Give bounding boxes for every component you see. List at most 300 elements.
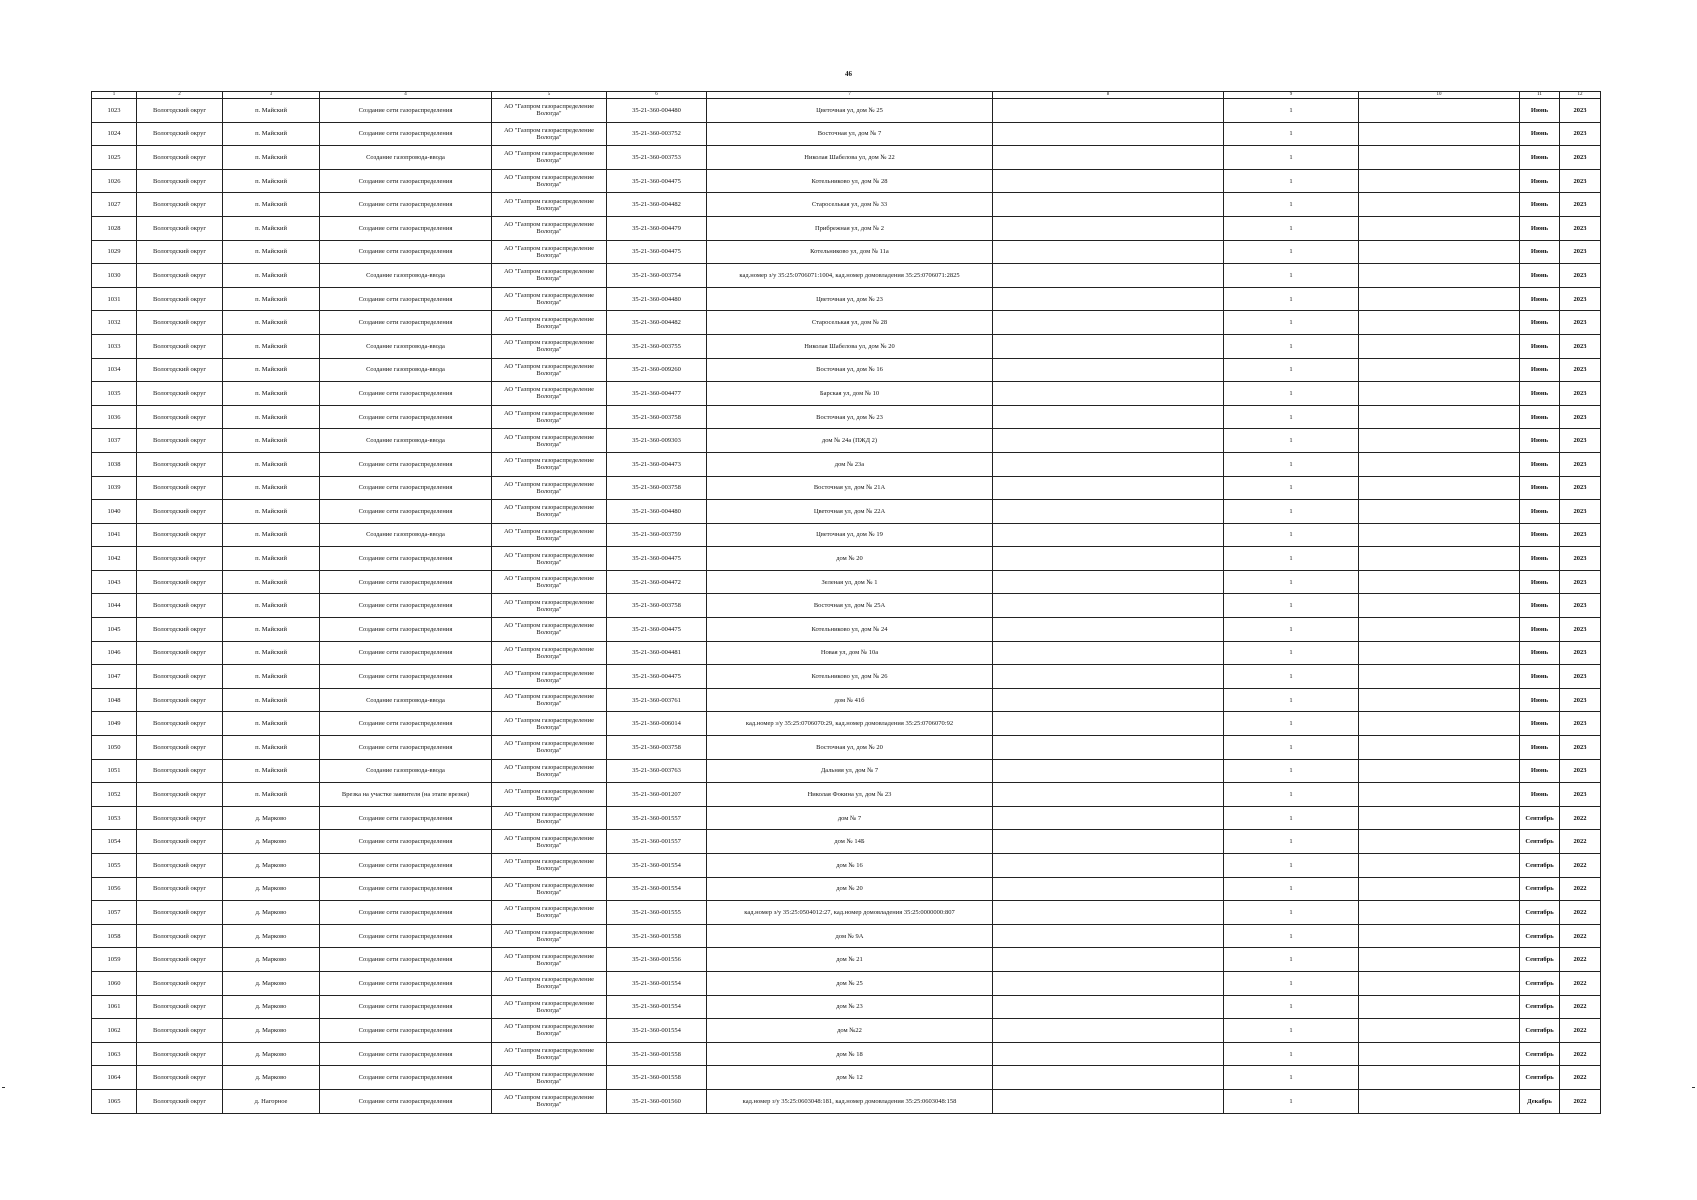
contract-number-cell: 35-21-360-004475	[607, 618, 707, 642]
address-cell: дом № 7	[707, 806, 993, 830]
district-cell: Вологодский округ	[137, 1019, 223, 1043]
work-type-cell: Создание сети газораспределения	[320, 736, 492, 760]
work-type-cell: Создание газопровода-ввода	[320, 264, 492, 288]
month-cell: Сентябрь	[1520, 1066, 1560, 1090]
column-8-cell	[993, 924, 1224, 948]
month-cell: Июнь	[1520, 452, 1560, 476]
locality-cell: п. Майский	[223, 476, 320, 500]
contractor-cell: АО "Газпром газораспределение Вологда"	[492, 783, 607, 807]
column-header: 2	[137, 92, 223, 99]
month-cell: Сентябрь	[1520, 806, 1560, 830]
row-number: 1044	[92, 594, 137, 618]
table-row	[92, 830, 1601, 854]
district-cell: Вологодский округ	[137, 334, 223, 358]
month-cell: Сентябрь	[1520, 901, 1560, 925]
address-cell: дом № 16	[707, 854, 993, 878]
work-type-cell: Создание сети газораспределения	[320, 287, 492, 311]
quantity-cell: 1	[1224, 1019, 1359, 1043]
column-10-cell	[1359, 736, 1520, 760]
contract-number-cell: 35-21-360-004481	[607, 641, 707, 665]
quantity-cell: 1	[1224, 500, 1359, 524]
column-8-cell	[993, 830, 1224, 854]
column-8-cell	[993, 264, 1224, 288]
district-cell: Вологодский округ	[137, 948, 223, 972]
year-cell: 2023	[1560, 193, 1601, 217]
quantity-cell: 1	[1224, 476, 1359, 500]
district-cell: Вологодский округ	[137, 901, 223, 925]
contractor-cell: АО "Газпром газораспределение Вологда"	[492, 594, 607, 618]
row-number: 1050	[92, 736, 137, 760]
address-cell: Староселькая ул, дом № 33	[707, 193, 993, 217]
work-type-cell: Создание сети газораспределения	[320, 240, 492, 264]
table-row	[92, 877, 1601, 901]
year-cell: 2023	[1560, 618, 1601, 642]
contract-number-cell: 35-21-360-004482	[607, 193, 707, 217]
contract-number-cell: 35-21-360-004482	[607, 311, 707, 335]
column-header: 5	[492, 92, 607, 99]
contractor-cell: АО "Газпром газораспределение Вологда"	[492, 547, 607, 571]
address-cell: Котельниково ул, дом № 24	[707, 618, 993, 642]
contractor-cell: АО "Газпром газораспределение Вологда"	[492, 806, 607, 830]
column-8-cell	[993, 500, 1224, 524]
contractor-cell: АО "Газпром газораспределение Вологда"	[492, 1019, 607, 1043]
address-cell: Восточная ул, дом № 25А	[707, 594, 993, 618]
month-cell: Июнь	[1520, 688, 1560, 712]
table-row	[92, 971, 1601, 995]
row-number: 1025	[92, 146, 137, 170]
quantity-cell: 1	[1224, 122, 1359, 146]
contractor-cell: АО "Газпром газораспределение Вологда"	[492, 618, 607, 642]
column-8-cell	[993, 1019, 1224, 1043]
row-number: 1028	[92, 216, 137, 240]
month-cell: Июнь	[1520, 429, 1560, 453]
year-cell: 2023	[1560, 334, 1601, 358]
address-cell: Николая Фокина ул, дом № 23	[707, 783, 993, 807]
address-cell: дом № 20	[707, 547, 993, 571]
address-cell: Цветочная ул, дом № 19	[707, 523, 993, 547]
month-cell: Июнь	[1520, 736, 1560, 760]
row-number: 1031	[92, 287, 137, 311]
contract-number-cell: 35-21-360-001207	[607, 783, 707, 807]
year-cell: 2022	[1560, 1042, 1601, 1066]
district-cell: Вологодский округ	[137, 358, 223, 382]
work-type-cell: Создание газопровода-ввода	[320, 146, 492, 170]
contractor-cell: АО "Газпром газораспределение Вологда"	[492, 358, 607, 382]
address-cell: Дальняя ул, дом № 7	[707, 759, 993, 783]
column-10-cell	[1359, 452, 1520, 476]
month-cell: Июнь	[1520, 264, 1560, 288]
work-type-cell: Создание сети газораспределения	[320, 1042, 492, 1066]
column-10-cell	[1359, 594, 1520, 618]
year-cell: 2022	[1560, 1089, 1601, 1113]
column-10-cell	[1359, 877, 1520, 901]
district-cell: Вологодский округ	[137, 122, 223, 146]
table-row	[92, 216, 1601, 240]
contract-number-cell: 35-21-360-001554	[607, 877, 707, 901]
district-cell: Вологодский округ	[137, 240, 223, 264]
column-8-cell	[993, 452, 1224, 476]
column-10-cell	[1359, 924, 1520, 948]
row-number: 1057	[92, 901, 137, 925]
district-cell: Вологодский округ	[137, 169, 223, 193]
year-cell: 2023	[1560, 240, 1601, 264]
column-8-cell	[993, 995, 1224, 1019]
quantity-cell: 1	[1224, 99, 1359, 123]
locality-cell: п. Майский	[223, 382, 320, 406]
contract-number-cell: 35-21-360-001557	[607, 830, 707, 854]
year-cell: 2023	[1560, 523, 1601, 547]
column-10-cell	[1359, 287, 1520, 311]
contract-number-cell: 35-21-360-001555	[607, 901, 707, 925]
locality-cell: п. Майский	[223, 429, 320, 453]
row-number: 1063	[92, 1042, 137, 1066]
month-cell: Июнь	[1520, 500, 1560, 524]
column-10-cell	[1359, 783, 1520, 807]
table-row	[92, 594, 1601, 618]
quantity-cell: 1	[1224, 311, 1359, 335]
district-cell: Вологодский округ	[137, 830, 223, 854]
row-number: 1035	[92, 382, 137, 406]
year-cell: 2022	[1560, 901, 1601, 925]
locality-cell: д. Марково	[223, 854, 320, 878]
contractor-cell: АО "Газпром газораспределение Вологда"	[492, 523, 607, 547]
contract-number-cell: 35-21-360-004475	[607, 547, 707, 571]
quantity-cell: 1	[1224, 240, 1359, 264]
contract-number-cell: 35-21-360-009303	[607, 429, 707, 453]
column-10-cell	[1359, 806, 1520, 830]
year-cell: 2023	[1560, 759, 1601, 783]
address-cell: дом № 23а	[707, 452, 993, 476]
locality-cell: п. Майский	[223, 570, 320, 594]
column-8-cell	[993, 240, 1224, 264]
column-10-cell	[1359, 1019, 1520, 1043]
district-cell: Вологодский округ	[137, 854, 223, 878]
contractor-cell: АО "Газпром газораспределение Вологда"	[492, 311, 607, 335]
table-row	[92, 476, 1601, 500]
contractor-cell: АО "Газпром газораспределение Вологда"	[492, 99, 607, 123]
district-cell: Вологодский округ	[137, 1089, 223, 1113]
column-number-row	[92, 92, 1601, 99]
table-row	[92, 193, 1601, 217]
contractor-cell: АО "Газпром газораспределение Вологда"	[492, 1066, 607, 1090]
locality-cell: п. Майский	[223, 452, 320, 476]
row-number: 1040	[92, 500, 137, 524]
table-row	[92, 523, 1601, 547]
quantity-cell: 1	[1224, 924, 1359, 948]
column-8-cell	[993, 712, 1224, 736]
contract-number-cell: 35-21-360-003755	[607, 334, 707, 358]
column-header: 3	[223, 92, 320, 99]
locality-cell: п. Майский	[223, 287, 320, 311]
table-row	[92, 1089, 1601, 1113]
work-type-cell: Создание сети газораспределения	[320, 641, 492, 665]
contract-number-cell: 35-21-360-004473	[607, 452, 707, 476]
work-type-cell: Создание сети газораспределения	[320, 995, 492, 1019]
contractor-cell: АО "Газпром газораспределение Вологда"	[492, 877, 607, 901]
contract-number-cell: 35-21-360-004480	[607, 287, 707, 311]
month-cell: Сентябрь	[1520, 1019, 1560, 1043]
month-cell: Июнь	[1520, 570, 1560, 594]
contract-number-cell: 35-21-360-004479	[607, 216, 707, 240]
address-cell: Восточная ул, дом № 7	[707, 122, 993, 146]
locality-cell: п. Майский	[223, 146, 320, 170]
column-8-cell	[993, 358, 1224, 382]
work-type-cell: Создание сети газораспределения	[320, 122, 492, 146]
district-cell: Вологодский округ	[137, 570, 223, 594]
row-number: 1045	[92, 618, 137, 642]
column-8-cell	[993, 688, 1224, 712]
address-cell: дом № 20	[707, 877, 993, 901]
column-8-cell	[993, 854, 1224, 878]
quantity-cell: 1	[1224, 736, 1359, 760]
contractor-cell: АО "Газпром газораспределение Вологда"	[492, 665, 607, 689]
table-row	[92, 311, 1601, 335]
address-cell: дом № 12	[707, 1066, 993, 1090]
table-row	[92, 334, 1601, 358]
address-cell: дом № 25	[707, 971, 993, 995]
quantity-cell: 1	[1224, 429, 1359, 453]
month-cell: Июнь	[1520, 193, 1560, 217]
row-number: 1043	[92, 570, 137, 594]
row-number: 1051	[92, 759, 137, 783]
district-cell: Вологодский округ	[137, 759, 223, 783]
contract-number-cell: 35-21-360-004472	[607, 570, 707, 594]
contract-number-cell: 35-21-360-003758	[607, 405, 707, 429]
district-cell: Вологодский округ	[137, 995, 223, 1019]
work-type-cell: Создание сети газораспределения	[320, 193, 492, 217]
column-10-cell	[1359, 665, 1520, 689]
work-type-cell: Создание сети газораспределения	[320, 618, 492, 642]
work-type-cell: Создание сети газораспределения	[320, 877, 492, 901]
quantity-cell: 1	[1224, 570, 1359, 594]
table-row	[92, 452, 1601, 476]
month-cell: Сентябрь	[1520, 1042, 1560, 1066]
quantity-cell: 1	[1224, 688, 1359, 712]
column-10-cell	[1359, 122, 1520, 146]
month-cell: Июнь	[1520, 240, 1560, 264]
locality-cell: п. Майский	[223, 99, 320, 123]
contract-number-cell: 35-21-360-001558	[607, 924, 707, 948]
column-8-cell	[993, 146, 1224, 170]
column-8-cell	[993, 1089, 1224, 1113]
row-number: 1030	[92, 264, 137, 288]
column-10-cell	[1359, 216, 1520, 240]
locality-cell: п. Майский	[223, 240, 320, 264]
row-number: 1027	[92, 193, 137, 217]
district-cell: Вологодский округ	[137, 594, 223, 618]
column-8-cell	[993, 759, 1224, 783]
contract-number-cell: 35-21-360-001558	[607, 1066, 707, 1090]
work-type-cell: Создание сети газораспределения	[320, 924, 492, 948]
column-10-cell	[1359, 712, 1520, 736]
locality-cell: п. Майский	[223, 216, 320, 240]
year-cell: 2023	[1560, 594, 1601, 618]
district-cell: Вологодский округ	[137, 1042, 223, 1066]
district-cell: Вологодский округ	[137, 216, 223, 240]
address-cell: Николая Шабелова ул, дом № 22	[707, 146, 993, 170]
locality-cell: д. Марково	[223, 830, 320, 854]
column-10-cell	[1359, 971, 1520, 995]
column-header: 11	[1520, 92, 1560, 99]
address-cell: Николая Шабелова ул, дом № 20	[707, 334, 993, 358]
row-number: 1049	[92, 712, 137, 736]
quantity-cell: 1	[1224, 783, 1359, 807]
quantity-cell: 1	[1224, 547, 1359, 571]
year-cell: 2023	[1560, 476, 1601, 500]
row-number: 1054	[92, 830, 137, 854]
column-10-cell	[1359, 547, 1520, 571]
column-10-cell	[1359, 429, 1520, 453]
row-number: 1056	[92, 877, 137, 901]
contract-number-cell: 35-21-360-003753	[607, 146, 707, 170]
table-row	[92, 688, 1601, 712]
column-10-cell	[1359, 854, 1520, 878]
work-type-cell: Создание сети газораспределения	[320, 452, 492, 476]
row-number: 1047	[92, 665, 137, 689]
row-number: 1048	[92, 688, 137, 712]
address-cell: Новая ул, дом № 10а	[707, 641, 993, 665]
work-type-cell: Создание газопровода-ввода	[320, 334, 492, 358]
district-cell: Вологодский округ	[137, 783, 223, 807]
column-10-cell	[1359, 476, 1520, 500]
column-10-cell	[1359, 1042, 1520, 1066]
year-cell: 2023	[1560, 712, 1601, 736]
work-type-cell: Создание сети газораспределения	[320, 1019, 492, 1043]
year-cell: 2023	[1560, 405, 1601, 429]
address-cell: дом № 14Б	[707, 830, 993, 854]
column-10-cell	[1359, 830, 1520, 854]
contractor-cell: АО "Газпром газораспределение Вологда"	[492, 193, 607, 217]
locality-cell: п. Майский	[223, 193, 320, 217]
month-cell: Июнь	[1520, 547, 1560, 571]
column-8-cell	[993, 287, 1224, 311]
column-8-cell	[993, 901, 1224, 925]
row-number: 1064	[92, 1066, 137, 1090]
column-header: 12	[1560, 92, 1601, 99]
district-cell: Вологодский округ	[137, 806, 223, 830]
row-number: 1046	[92, 641, 137, 665]
locality-cell: п. Майский	[223, 334, 320, 358]
column-10-cell	[1359, 240, 1520, 264]
contractor-cell: АО "Газпром газораспределение Вологда"	[492, 264, 607, 288]
table-body	[92, 99, 1601, 1114]
year-cell: 2023	[1560, 736, 1601, 760]
contract-number-cell: 35-21-360-004475	[607, 169, 707, 193]
quantity-cell: 1	[1224, 1089, 1359, 1113]
column-10-cell	[1359, 311, 1520, 335]
year-cell: 2023	[1560, 122, 1601, 146]
row-number: 1034	[92, 358, 137, 382]
column-8-cell	[993, 1066, 1224, 1090]
table-row	[92, 901, 1601, 925]
contract-number-cell: 35-21-360-003752	[607, 122, 707, 146]
quantity-cell: 1	[1224, 382, 1359, 406]
work-type-cell: Создание сети газораспределения	[320, 830, 492, 854]
locality-cell: п. Майский	[223, 618, 320, 642]
contract-number-cell: 35-21-360-003758	[607, 476, 707, 500]
district-cell: Вологодский округ	[137, 641, 223, 665]
contract-number-cell: 35-21-360-001556	[607, 948, 707, 972]
quantity-cell: 1	[1224, 405, 1359, 429]
quantity-cell: 1	[1224, 1042, 1359, 1066]
work-type-cell: Создание газопровода-ввода	[320, 523, 492, 547]
contract-number-cell: 35-21-360-004480	[607, 500, 707, 524]
column-8-cell	[993, 476, 1224, 500]
work-type-cell: Создание сети газораспределения	[320, 1089, 492, 1113]
column-8-cell	[993, 570, 1224, 594]
year-cell: 2023	[1560, 287, 1601, 311]
locality-cell: д. Марково	[223, 806, 320, 830]
contractor-cell: АО "Газпром газораспределение Вологда"	[492, 334, 607, 358]
district-cell: Вологодский округ	[137, 146, 223, 170]
row-number: 1032	[92, 311, 137, 335]
locality-cell: д. Марково	[223, 924, 320, 948]
column-header: 8	[993, 92, 1224, 99]
quantity-cell: 1	[1224, 146, 1359, 170]
locality-cell: д. Нагорное	[223, 1089, 320, 1113]
address-cell: Цветочная ул, дом № 25	[707, 99, 993, 123]
address-cell: Зеленая ул, дом № 1	[707, 570, 993, 594]
locality-cell: д. Марково	[223, 971, 320, 995]
year-cell: 2022	[1560, 806, 1601, 830]
column-10-cell	[1359, 358, 1520, 382]
quantity-cell: 1	[1224, 806, 1359, 830]
table-row	[92, 382, 1601, 406]
month-cell: Сентябрь	[1520, 877, 1560, 901]
locality-cell: п. Майский	[223, 688, 320, 712]
district-cell: Вологодский округ	[137, 99, 223, 123]
row-number: 1062	[92, 1019, 137, 1043]
column-10-cell	[1359, 99, 1520, 123]
month-cell: Июнь	[1520, 99, 1560, 123]
row-number: 1058	[92, 924, 137, 948]
quantity-cell: 1	[1224, 1066, 1359, 1090]
table-row	[92, 924, 1601, 948]
column-10-cell	[1359, 193, 1520, 217]
row-number: 1029	[92, 240, 137, 264]
year-cell: 2022	[1560, 854, 1601, 878]
month-cell: Июнь	[1520, 216, 1560, 240]
quantity-cell: 1	[1224, 995, 1359, 1019]
work-type-cell: Создание сети газораспределения	[320, 806, 492, 830]
work-type-cell: Создание сети газораспределения	[320, 971, 492, 995]
locality-cell: п. Майский	[223, 311, 320, 335]
locality-cell: п. Майский	[223, 500, 320, 524]
column-8-cell	[993, 665, 1224, 689]
year-cell: 2023	[1560, 358, 1601, 382]
contract-number-cell: 35-21-360-006014	[607, 712, 707, 736]
table-row	[92, 1066, 1601, 1090]
month-cell: Сентябрь	[1520, 948, 1560, 972]
locality-cell: п. Майский	[223, 736, 320, 760]
district-cell: Вологодский округ	[137, 971, 223, 995]
address-cell: Восточная ул, дом № 20	[707, 736, 993, 760]
column-10-cell	[1359, 948, 1520, 972]
district-cell: Вологодский округ	[137, 476, 223, 500]
month-cell: Июнь	[1520, 169, 1560, 193]
column-8-cell	[993, 806, 1224, 830]
quantity-cell: 1	[1224, 618, 1359, 642]
month-cell: Сентябрь	[1520, 854, 1560, 878]
address-cell: Прибрежная ул, дом № 2	[707, 216, 993, 240]
contract-number-cell: 35-21-360-004477	[607, 382, 707, 406]
table-row	[92, 547, 1601, 571]
table-row	[92, 500, 1601, 524]
work-type-cell: Создание сети газораспределения	[320, 382, 492, 406]
table-row	[92, 169, 1601, 193]
work-type-cell: Создание газопровода-ввода	[320, 759, 492, 783]
address-cell: дом № 41б	[707, 688, 993, 712]
